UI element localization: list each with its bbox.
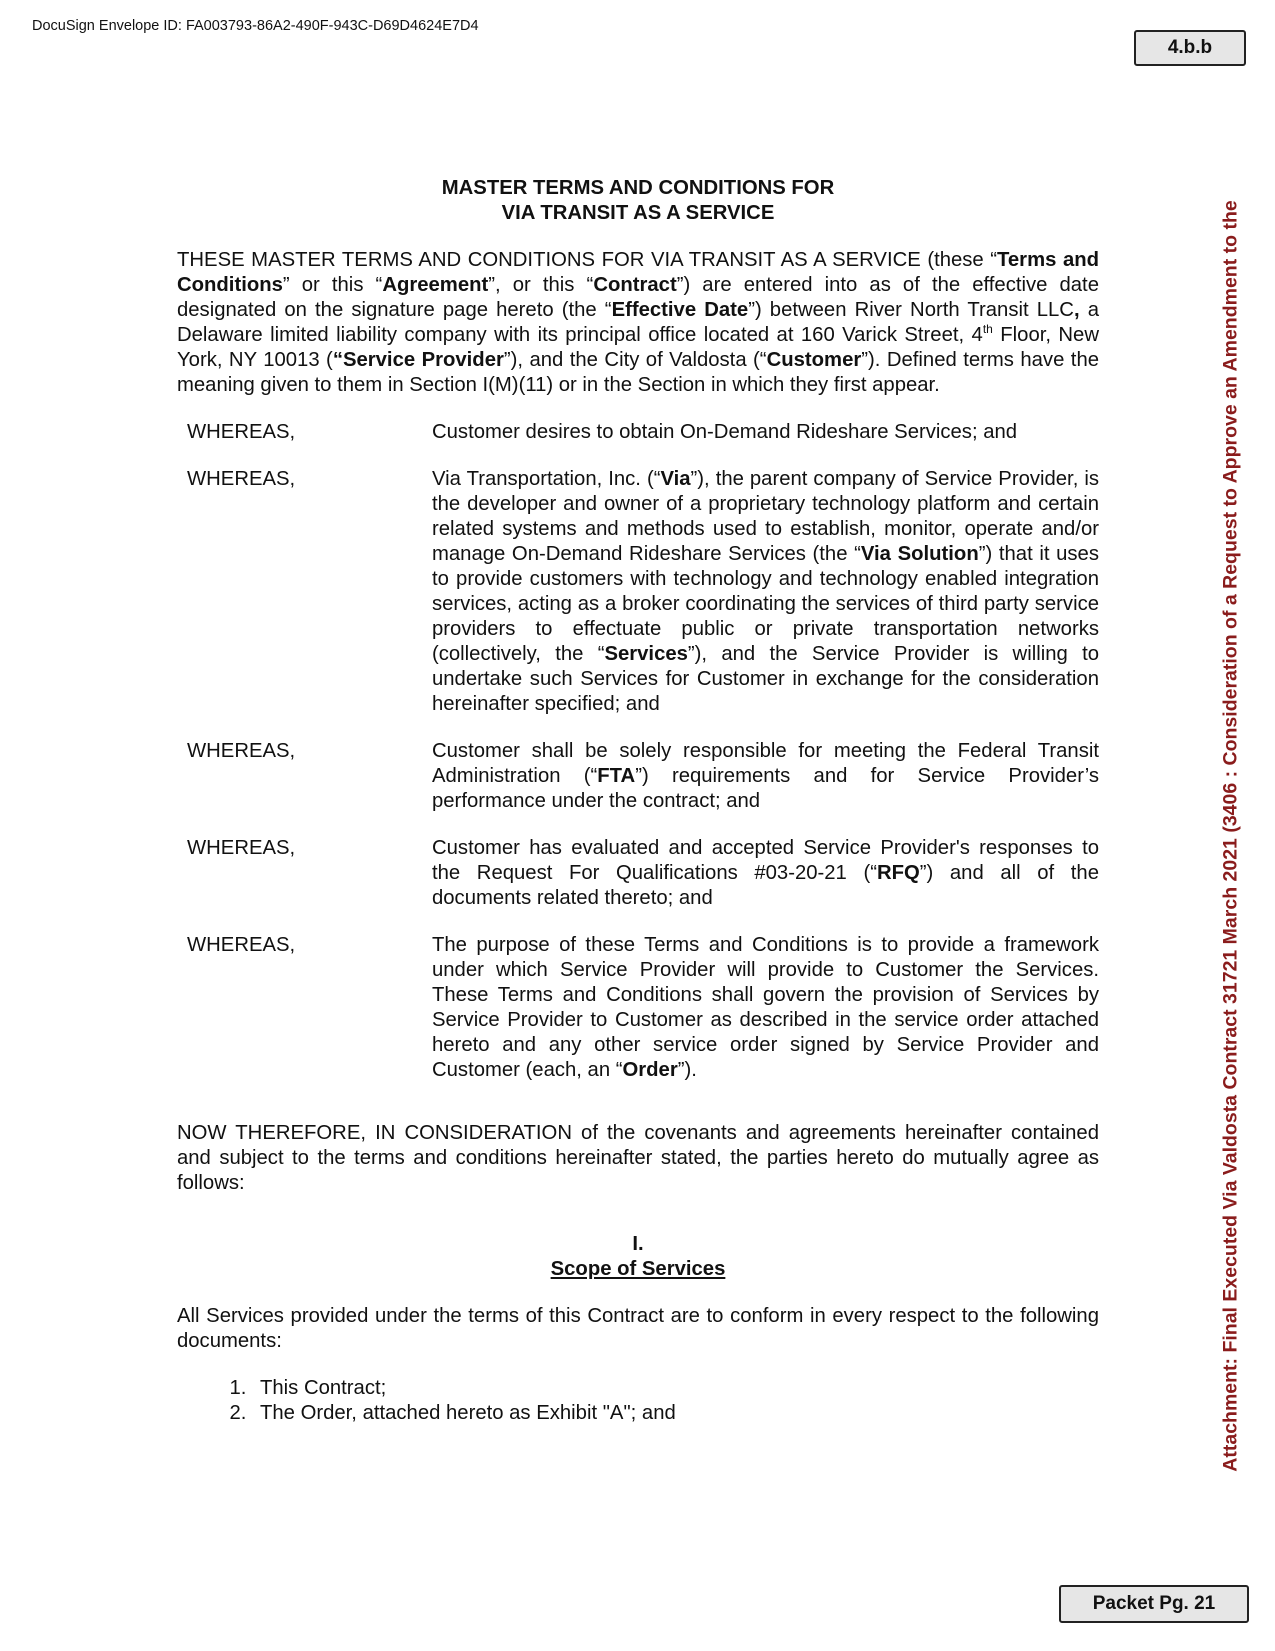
intro-term: “Service Provider	[332, 349, 504, 371]
intro-text: THESE MASTER TERMS AND CONDITIONS FOR VIA TRANSIT AS A SERVICE (these “	[177, 249, 998, 271]
document-title	[177, 176, 1099, 226]
whereas-text	[432, 420, 1099, 445]
envelope-id: DocuSign Envelope ID: FA003793-86A2-490F-943C-D69D4624E7D4	[32, 18, 479, 34]
list-item: 2. The Order, attached hereto as Exhibit "A"; and	[252, 1401, 1099, 1426]
whereas-clause	[177, 420, 1099, 445]
document-body	[177, 176, 1099, 1426]
whereas-segment: Via Transportation, Inc. (“	[432, 468, 661, 490]
whereas-term: Via	[660, 468, 691, 490]
whereas-segment: ”) requirements and for Service Provider’s performance under the contract; and	[432, 765, 1099, 812]
intro-text: Floor, New York, NY 10013 (	[177, 324, 1099, 371]
section-title: Scope of Services	[550, 1258, 726, 1280]
intro-text: ”), and the City of Valdosta (“	[503, 349, 767, 371]
intro-paragraph	[177, 248, 1099, 398]
whereas-clause	[177, 836, 1099, 911]
whereas-term: Order	[622, 1059, 678, 1081]
whereas-text	[432, 467, 1099, 717]
whereas-text	[432, 836, 1099, 911]
whereas-label: WHEREAS,	[187, 837, 296, 859]
intro-term: ,	[1073, 299, 1080, 321]
whereas-label: WHEREAS,	[187, 740, 296, 762]
whereas-segment: Customer has evaluated and accepted Service Provider's responses to the Request For Qualifications #03-20-21 (“	[432, 837, 1099, 884]
whereas-segment: ”).	[677, 1059, 697, 1081]
whereas-label: WHEREAS,	[187, 468, 296, 490]
whereas-text	[432, 933, 1099, 1083]
whereas-text	[432, 739, 1099, 814]
intro-term: Agreement	[382, 274, 489, 296]
whereas-segment: Customer shall be solely responsible for meeting the Federal Transit Administration (“	[432, 740, 1099, 787]
ordinal-suffix: th	[982, 322, 993, 337]
intro-text: ”) are entered into as of the effective date designated on the signature page hereto (the “	[177, 274, 1099, 321]
intro-text: ”, or this “	[488, 274, 594, 296]
whereas-term: Services	[604, 643, 688, 665]
intro-text: ”). Defined terms have the meaning given to them in Section I(M)(11) or in the Section in which they first appear.	[177, 349, 1100, 396]
whereas-label: WHEREAS,	[187, 934, 296, 956]
whereas-segment: Customer desires to obtain On-Demand Rideshare Services; and	[432, 421, 1018, 443]
intro-term: Effective Date	[611, 299, 749, 321]
intro-text: ”) between River North Transit LLC	[748, 299, 1074, 321]
title-line-2: VIA TRANSIT AS A SERVICE	[501, 202, 775, 224]
intro-term: Terms and Conditions	[177, 249, 1100, 296]
intro-text: ” or this “	[282, 274, 383, 296]
attachment-sidebar	[1217, 150, 1245, 1522]
whereas-segment: ”) and all of the documents related thereto; and	[432, 862, 1099, 909]
packet-page-label: Packet Pg. 21	[1059, 1585, 1249, 1623]
agenda-tag: 4.b.b	[1134, 30, 1246, 66]
now-therefore-paragraph: NOW THEREFORE, IN CONSIDERATION of the covenants and agreements hereinafter contained and subject to the terms and conditions hereinafter stated, the parties hereto do mutually agree as follows:	[177, 1122, 1099, 1194]
section-number: I.	[632, 1233, 644, 1255]
title-line-1: MASTER TERMS AND CONDITIONS FOR	[441, 177, 835, 199]
whereas-clause	[177, 739, 1099, 814]
intro-term: Contract	[593, 274, 677, 296]
intro-term: Customer	[766, 349, 862, 371]
document-list	[177, 1376, 1099, 1426]
whereas-segment: ”), and the Service Provider is willing to undertake such Services for Customer in exchange for the consideration hereinafter specified; and	[432, 643, 1099, 715]
intro-text: a Delaware limited liability company with its principal office located at 160 Varick Street, 4	[177, 299, 1099, 346]
whereas-term: RFQ	[876, 862, 920, 884]
whereas-segment: ”) that it uses to provide customers with technology and technology enabled integration services, acting as a broker coordinating the services of third party service providers to effectuate public or private transportation networks (collectively, the “	[432, 543, 1099, 665]
whereas-segment: The purpose of these Terms and Conditions is to provide a framework under which Service Provider will provide to Customer the Services. These Terms and Conditions shall govern the provision of Services by Service Provider to Customer as described in the service order attached hereto and any other service order signed by Service Provider and Customer (each, an “	[432, 934, 1099, 1081]
whereas-label: WHEREAS,	[187, 421, 296, 443]
whereas-term: FTA	[597, 765, 636, 787]
whereas-segment: ”), the parent company of Service Provider, is the developer and owner of a proprietary technology platform and certain related systems and methods used to establish, monitor, operate and/or manage On-Demand Rideshare Services (the “	[432, 468, 1099, 565]
whereas-clause	[177, 933, 1099, 1083]
whereas-term: Via Solution	[860, 543, 979, 565]
list-item: 1. This Contract;	[252, 1376, 1099, 1401]
attachment-label: Attachment: Final Executed Via Valdosta Contract 31721 March 2021 (3406 : Consideration of a Request to Approve an Amendment to the	[1219, 200, 1242, 1472]
section-heading	[177, 1232, 1099, 1282]
whereas-clause	[177, 467, 1099, 717]
scope-paragraph: All Services provided under the terms of this Contract are to conform in every respect to the following documents:	[177, 1305, 1099, 1352]
